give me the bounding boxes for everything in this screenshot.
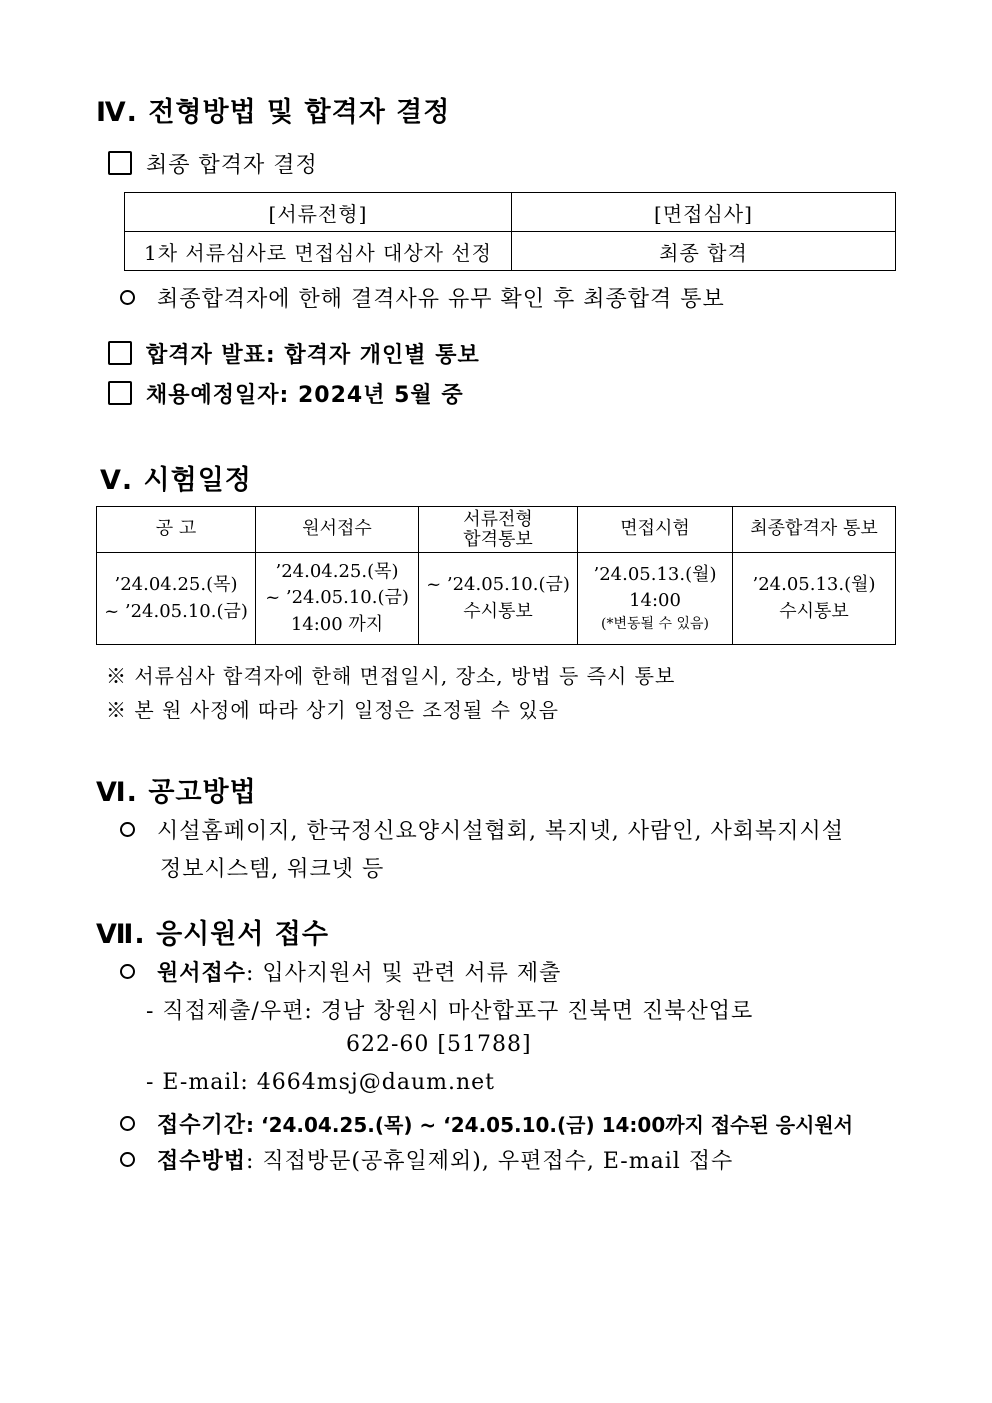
section7-title: Ⅶ. 응시원서 접수	[96, 919, 329, 950]
period-value: : ‘24.04.25.(목) ~ ‘24.05.10.(금) 14:00까지 접수된 응시원서	[246, 1113, 854, 1137]
circle-bullet-icon	[120, 822, 135, 837]
cell-line: 14:00	[629, 590, 681, 612]
cell-line: (*변동될 수 있음)	[601, 616, 709, 633]
table-header: 최종합격자 통보	[733, 507, 896, 553]
table-cell	[578, 553, 733, 645]
section5-title: Ⅴ. 시험일정	[100, 465, 252, 496]
table-cell	[733, 553, 896, 645]
section6-title: Ⅵ. 공고방법	[96, 777, 257, 808]
cell-line: ’24.04.25.(목)	[275, 561, 399, 583]
cell-line: 수시통보	[779, 600, 849, 622]
table-header: 공 고	[97, 507, 256, 553]
checkbox-icon	[108, 381, 132, 405]
receipt-label: 원서접수	[157, 961, 247, 986]
hire-date-value: 2024년 5월 중	[297, 383, 464, 408]
table-cell	[97, 553, 256, 645]
period-label: 접수기간	[157, 1113, 247, 1138]
cell-line: 14:00 까지	[290, 613, 384, 635]
section4-title: Ⅳ. 전형방법 및 합격자 결정	[96, 97, 451, 128]
cell-line: ~ ’24.05.10.(금)	[104, 600, 248, 622]
direct-submission: - 직접제출/우편: 경남 창원시 마산합포구 진북면 진북산업로	[146, 999, 754, 1024]
cell-line: ’24.05.13.(월)	[752, 574, 876, 596]
cell-line: ’24.05.13.(월)	[593, 564, 717, 586]
table-cell: 1차 서류심사로 면접심사 대상자 선정	[125, 232, 512, 271]
table-header: [서류전형]	[125, 193, 512, 232]
table-cell	[419, 553, 578, 645]
method-label: 접수방법	[157, 1149, 247, 1174]
hire-date-label: 채용예정일자:	[146, 383, 290, 408]
table-header: 면접시험	[578, 507, 733, 553]
receipt-item	[120, 956, 561, 987]
circle-bullet-icon	[120, 964, 135, 979]
method-value: : 직접방문(공휴일제외), 우편접수, E-mail 접수	[246, 1149, 734, 1174]
checkbox-icon	[108, 341, 132, 365]
announce-method-line2: 정보시스템, 워크넷 등	[160, 857, 385, 882]
period-item	[120, 1108, 853, 1139]
table-cell: 최종 합격	[512, 232, 896, 271]
email-line: - E-mail: 4664msj@daum.net	[146, 1070, 495, 1095]
announce-method-line	[120, 814, 844, 845]
schedule-note: ※ 서류심사 합격자에 한해 면접일시, 장소, 방법 등 즉시 통보	[106, 664, 676, 688]
final-decision-label: 최종 합격자 결정	[146, 153, 318, 178]
table-header: 서류전형 합격통보	[419, 507, 578, 553]
circle-bullet-icon	[120, 1116, 135, 1131]
table-header: [면접심사]	[512, 193, 896, 232]
announcement-label: 합격자 발표:	[146, 343, 276, 368]
final-note	[120, 282, 725, 313]
announce-method-text: 시설홈페이지, 한국정신요양시설협회, 복지넷, 사람인, 사회복지시설	[157, 819, 845, 844]
table-cell	[256, 553, 419, 645]
hire-date-item	[108, 378, 464, 409]
circle-bullet-icon	[120, 1152, 135, 1167]
cell-line: ~ ’24.05.10.(금)	[426, 574, 570, 596]
selection-table	[124, 192, 896, 271]
method-item	[120, 1144, 733, 1175]
direct-submission-cont: 622-60 [51788]	[346, 1032, 532, 1057]
circle-bullet-icon	[120, 290, 135, 305]
cell-line: 수시통보	[463, 600, 533, 622]
schedule-table	[96, 506, 896, 645]
announcement-item	[108, 338, 480, 369]
checkbox-icon	[108, 151, 132, 175]
announcement-value: 합격자 개인별 통보	[284, 343, 480, 368]
cell-line: ~ ’24.05.10.(금)	[265, 587, 409, 609]
cell-line: ’24.04.25.(목)	[114, 574, 238, 596]
table-header: 원서접수	[256, 507, 419, 553]
receipt-value: : 입사지원서 및 관련 서류 제출	[246, 961, 562, 986]
final-note-text: 최종합격자에 한해 결격사유 유무 확인 후 최종합격 통보	[157, 287, 725, 312]
final-decision-item	[108, 148, 318, 179]
schedule-note: ※ 본 원 사정에 따라 상기 일정은 조정될 수 있음	[106, 698, 559, 722]
